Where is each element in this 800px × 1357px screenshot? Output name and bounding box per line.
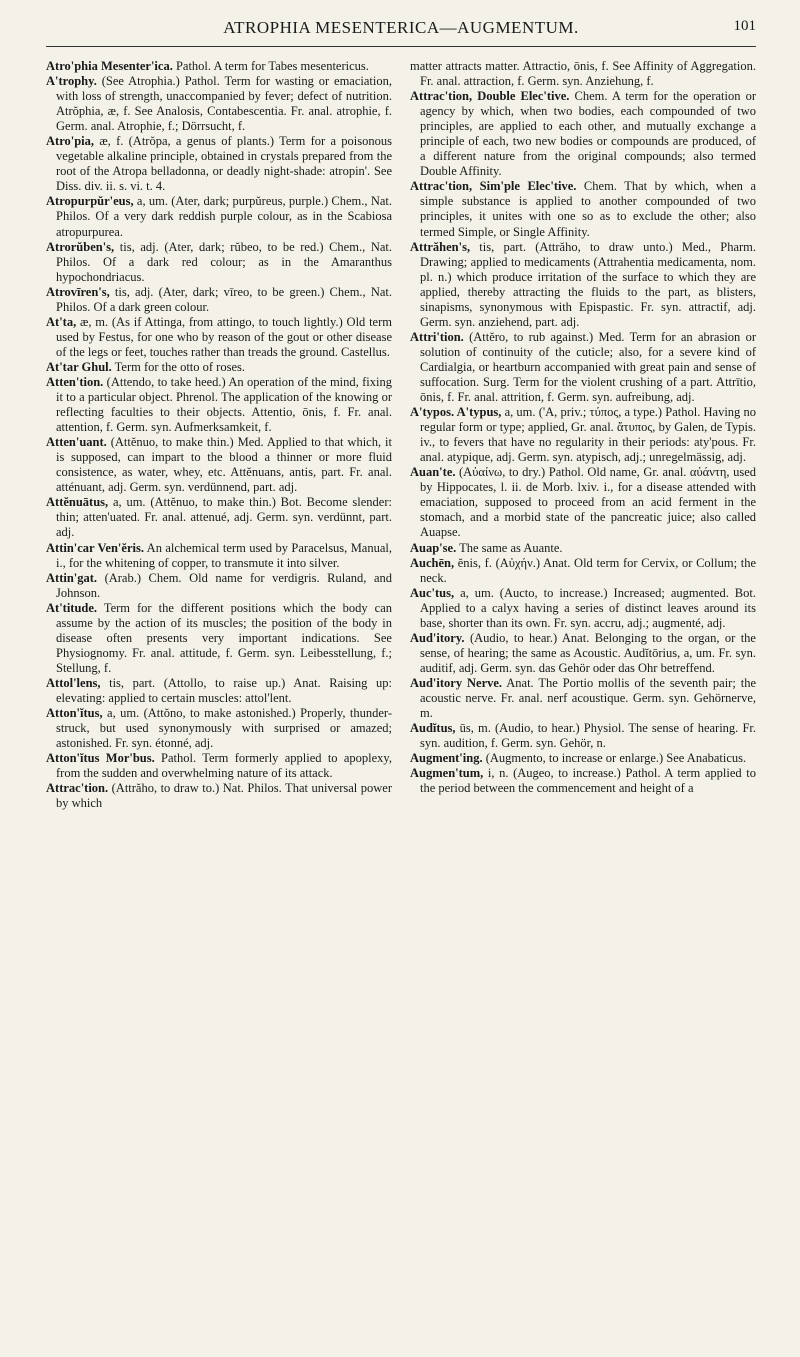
entry-headword: Atton'ĭtus Mor'bus. — [46, 751, 155, 766]
entry-headword: Attrac'tion, Double Elec'tive. — [410, 89, 570, 104]
entry-definition: The same as Auante. — [456, 540, 563, 555]
entry-headword: Atro'pia, — [46, 134, 95, 149]
dictionary-entry — [410, 465, 756, 540]
entry-headword: Auan'te. — [410, 465, 456, 480]
entry-headword: Atrovīren's, — [46, 284, 110, 299]
entry-definition: tis, adj. (Ater, dark; rŭbeo, to be red.) Chem., Nat. Philos. Of a dark red colour; as in the Amaranthus hypochondriacus. — [56, 239, 392, 284]
left-column — [46, 59, 392, 811]
entry-headword: Auap'se. — [410, 540, 457, 555]
entry-definition: matter attracts matter. Attractio, ōnis, f. See Affinity of Aggregation. Fr. anal. attraction, f. Germ. syn. Anziehung, f. — [410, 59, 756, 89]
page-number: 101 — [733, 18, 756, 34]
entry-headword: Attrac'tion, Sim'ple Elec'tive. — [410, 179, 577, 194]
dictionary-entry — [410, 586, 756, 631]
entry-headword: Aud'itory Nerve. — [410, 675, 503, 690]
entry-definition: (Attĕro, to rub against.) Med. Term for an abrasion or solution of continuity of the cuticle; also, for a severe kind of Cardialgia, or heartburn accompanied with great pain and sense of suffocation. Surg. Term for the violent crushing of a part. Attrītio, ōnis, f. Fr. anal. attrition, f. Germ. syn. aufreibung, adj. — [420, 329, 756, 405]
dictionary-entry — [410, 766, 756, 796]
dictionary-entry — [410, 89, 756, 179]
dictionary-entry — [46, 360, 392, 375]
entry-definition: Chem. That by which, when a simple substance is applied to another compounded of two principles, it unites with one so as to exclude the other; also termed Simple, or Single Affinity. — [420, 179, 756, 239]
dictionary-entry — [46, 571, 392, 601]
dictionary-entry — [410, 556, 756, 586]
dictionary-entry — [46, 285, 392, 315]
entry-headword: Auchēn, — [410, 555, 455, 570]
entry-definition: Chem. A term for the operation or agency by which, when two bodies, each compounded of two principles, are applied to each other, and mutually exchange a principle of each, two new bodies or compounds are produced, of a different nature from the original compounds; also termed Double Affinity. — [420, 89, 756, 179]
dictionary-entry — [46, 194, 392, 239]
dictionary-entry — [46, 706, 392, 751]
entry-definition: a, um. ('A, priv.; τύπος, a type.) Pathol. Having no regular form or type; applied, Gr. anal. ἄτυπος, by Galen, de Typis. iv., to fevers that have no regularity in their periods: aty'pous. Fr. anal. atypique, adj. Germ. syn. atypisch, adj.; unregelmässig, adj. — [420, 405, 756, 465]
entry-headword: Attĕnuātus, — [46, 495, 109, 510]
entry-definition: Term for the otto of roses. — [111, 359, 245, 374]
dictionary-entry — [46, 435, 392, 495]
running-head: ATROPHIA MESENTERICA—AUGMENTUM. — [223, 18, 579, 37]
dictionary-entry — [410, 59, 756, 89]
entry-headword: Atton'ĭtus, — [46, 706, 103, 721]
entry-headword: Attrac'tion. — [46, 781, 109, 796]
entry-definition: (Augmento, to increase or enlarge.) See Anabaticus. — [482, 751, 747, 766]
entry-definition: a, um. (Attĕnuo, to make thin.) Bot. Become slender: thin; atten'uated. Fr. anal. attenué, adj. Germ. syn. verdünnt, part. adj. — [56, 495, 392, 540]
entry-definition: Term for the different positions which the body can assume by the action of its muscles; the position of the body in disease often presents very important indications. See Physiognomy. Fr. anal. attitude, f. Germ. syn. Leibesstellung, f.; Stellung, f. — [56, 600, 392, 675]
entry-definition: An alchemical term used by Paracelsus, Manual, i., for the whitening of copper, to transmute it into silver. — [56, 540, 393, 570]
entry-headword: Audĭtus, — [410, 721, 456, 736]
dictionary-entry — [410, 330, 756, 405]
dictionary-entry — [46, 375, 392, 435]
dictionary-entry — [410, 721, 756, 751]
dictionary-entry — [46, 74, 392, 134]
entry-headword: Attrăhen's, — [410, 239, 471, 254]
entry-headword: Augment'ing. — [410, 751, 483, 766]
entry-headword: Augmen'tum, — [410, 766, 484, 781]
entry-definition: a, um. (Aucto, to increase.) Increased; augmented. Bot. Applied to a calyx having a series of distinct leaves around its base, shorter than its own. Fr. syn. accru, adj.; augmenté, adj. — [420, 585, 756, 630]
dictionary-entry — [46, 541, 392, 571]
entry-definition: a, um. (Attŏno, to make astonished.) Properly, thunder-struck, but used synonymously with surprised or amazed; astonished. Fr. syn. étonné, adj. — [56, 706, 392, 751]
entry-definition: (Αὐαίνω, to dry.) Pathol. Old name, Gr. anal. αὐάντη, used by Hippocates, l. ii. de Morb. lxiv. i., for a disease attended with emaciation, supposed to proceed from an acid ferment in the stomach, and a morbid state of the pancreatic juice; also called Auapse. — [420, 465, 756, 540]
entry-headword: At'ta, — [46, 314, 77, 329]
text-columns — [46, 59, 756, 811]
entry-definition: (Audio, to hear.) Anat. Belonging to the organ, or the sense, of hearing; the same as Acoustic. Audĭtōrius, a, um. Fr. syn. auditif, adj. Germ. syn. das Gehör oder das Ohr betreffend. — [420, 630, 756, 675]
entry-definition: tis, part. (Attollo, to raise up.) Anat. Raising up: elevating: applied to certain muscles: attol'lent. — [56, 675, 392, 705]
dictionary-entry — [46, 601, 392, 676]
dictionary-entry — [46, 676, 392, 706]
entry-definition: tis, part. (Attrăho, to draw unto.) Med., Pharm. Drawing; applied to medicaments (Attrahentia medicamenta, nom. pl. n.) which produce irritation of the surface to which they are applied, thereby attracting the fluids to the part, as blisters, sinapisms, synonymous with Epispastic. Fr. syn. attractif, adj. Germ. syn. anziehend, part. adj. — [420, 239, 756, 329]
entry-definition: (Attrăho, to draw to.) Nat. Philos. That universal power by which — [56, 781, 392, 811]
entry-definition: a, um. (Ater, dark; purpŭreus, purple.) Chem., Nat. Philos. Of a very dark reddish purple colour, as in the Scabiosa atropurpurea. — [56, 194, 392, 239]
entry-headword: Auc'tus, — [410, 585, 455, 600]
entry-headword: Attin'gat. — [46, 570, 98, 585]
entry-headword: Attol'lens, — [46, 675, 101, 690]
entry-headword: Atten'tion. — [46, 374, 104, 389]
dictionary-entry — [46, 134, 392, 194]
dictionary-entry — [410, 405, 756, 465]
entry-definition: (See Atrophia.) Pathol. Term for wasting or emaciation, with loss of strength, unaccompanied by fever; defect of nutrition. Atrŏphia, æ, f. See Analosis, Contabescentia. Fr. anal. atrophie, f. Germ. anal. Atrophie, f.; Dörrsucht, f. — [56, 74, 392, 134]
entry-definition: ĕnis, f. (Αὐχήν.) Anat. Old term for Cervix, or Collum; the neck. — [420, 555, 756, 585]
dictionary-entry — [46, 781, 392, 811]
dictionary-entry — [410, 541, 756, 556]
entry-definition: (Attendo, to take heed.) An operation of the mind, fixing it to a particular object. Phrenol. The application of the knowing or reflecting faculties to their objects. Attentio, ōnis, f. Fr. anal. attention, f. Germ. syn. Aufmerksamkeit, f. — [56, 374, 392, 435]
entry-headword: Atrorŭben's, — [46, 239, 115, 254]
entry-definition: (Arab.) Chem. Old name for verdigris. Ruland, and Johnson. — [56, 570, 392, 600]
entry-headword: A'typos. A'typus, — [410, 405, 502, 420]
entry-definition: æ, m. (As if Attinga, from attingo, to touch lightly.) Old term used by Festus, for one who by reason of the gout or other disease of the legs or feet, touches rather than treads the ground. Castellus. — [56, 314, 392, 359]
dictionary-entry — [46, 495, 392, 540]
entry-headword: Attri'tion. — [410, 329, 464, 344]
entry-definition: tis, adj. (Ater, dark; vīreo, to be green.) Chem., Nat. Philos. Of a dark green colour. — [56, 284, 392, 314]
entry-definition: æ, f. (Atrŏpa, a genus of plants.) Term for a poisonous vegetable alkaline principle, obtained in crystals prepared from the root of the Atropa belladonna, or deadly night-shade: atropin'. See Diss. div. ii. s. vi. t. 4. — [56, 134, 392, 194]
entry-definition: ūs, m. (Audio, to hear.) Physiol. The sense of hearing. Fr. syn. audition, f. Germ. syn. Gehör, n. — [420, 721, 756, 751]
entry-definition: Anat. The Portio mollis of the seventh pair; the acoustic nerve. Fr. anal. nerf acoustique. Germ. syn. Gehörnerve, m. — [420, 675, 756, 721]
entry-headword: At'tar Ghul. — [46, 359, 112, 374]
page-header — [46, 16, 756, 47]
dictionary-entry — [410, 751, 756, 766]
right-column — [410, 59, 756, 811]
entry-definition: (Attĕnuo, to make thin.) Med. Applied to that which, it is supposed, can impart to the blood a thinner or more fluid consistence, as water, whey, etc. Attĕnuans, antis, part. Fr. anal. atténuant, adj. Germ. syn. verdünnend, part. adj. — [56, 435, 392, 495]
entry-headword: Atro'phia Mesenter'ica. — [46, 59, 173, 73]
dictionary-entry — [46, 240, 392, 285]
entry-definition: Pathol. A term for Tabes mesentericus. — [172, 59, 369, 73]
entry-headword: Attin'car Ven'ĕris. — [46, 540, 144, 555]
entry-headword: Atropurpŭr'eus, — [46, 194, 134, 209]
entry-headword: Aud'itory. — [410, 630, 465, 645]
dictionary-entry — [410, 676, 756, 721]
dictionary-entry — [46, 315, 392, 360]
entry-headword: A'trophy. — [46, 74, 97, 89]
dictionary-entry — [410, 631, 756, 676]
entry-definition: i, n. (Augeo, to increase.) Pathol. A term applied to the period between the commencement and height of a — [420, 766, 756, 796]
entry-headword: At'titude. — [46, 600, 98, 615]
dictionary-entry — [410, 179, 756, 239]
dictionary-entry — [410, 240, 756, 330]
entry-headword: Atten'uant. — [46, 435, 107, 450]
entry-definition: Pathol. Term formerly applied to apoplexy, from the sudden and overwhelming nature of its attack. — [56, 751, 392, 781]
dictionary-entry — [46, 59, 392, 74]
dictionary-entry — [46, 751, 392, 781]
